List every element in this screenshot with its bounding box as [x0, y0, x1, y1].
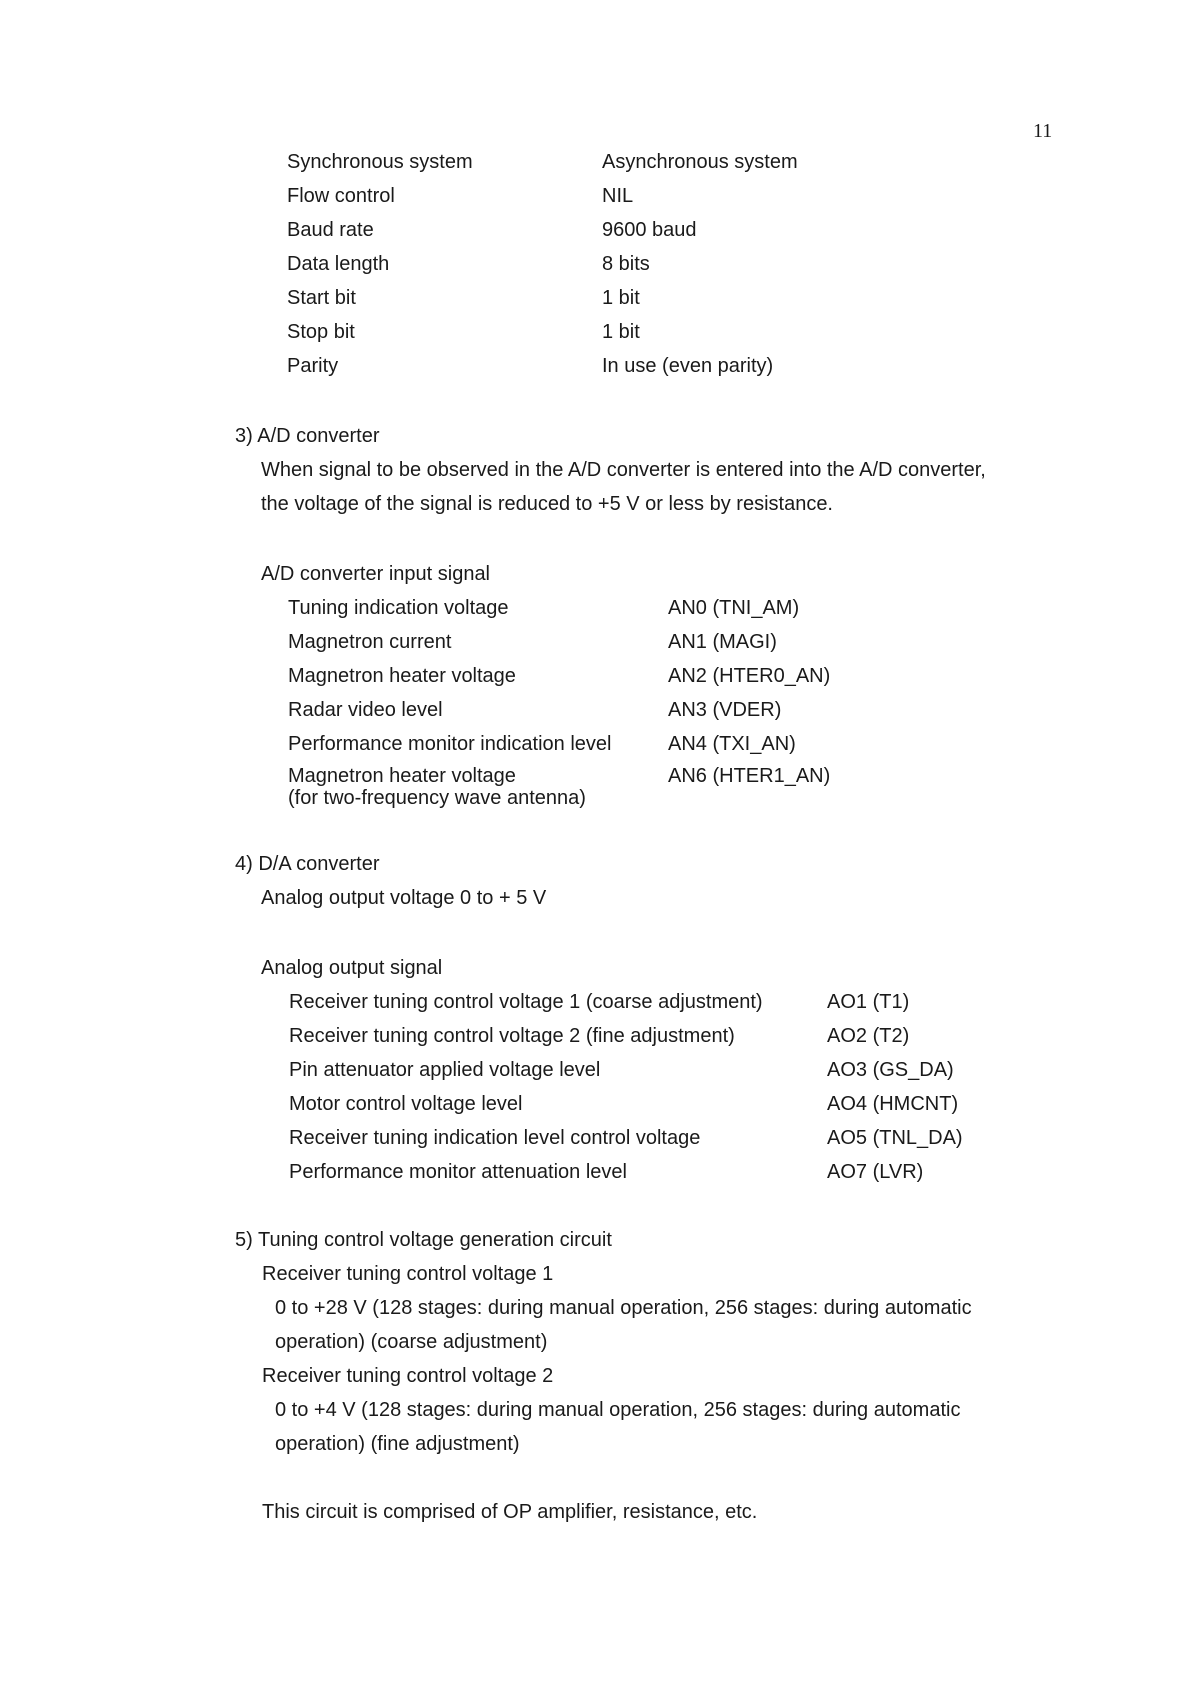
ad-row-value: AN4 (TXI_AN) — [668, 733, 796, 755]
tuning-v1-line2: operation) (coarse adjustment) — [275, 1331, 548, 1353]
ad-para-line1: When signal to be observed in the A/D converter is entered into the A/D converter, — [261, 459, 986, 481]
serial-value-start-bit: 1 bit — [602, 287, 640, 309]
serial-label-parity: Parity — [287, 355, 339, 377]
serial-value-flow: NIL — [602, 185, 634, 207]
serial-label-start-bit: Start bit — [287, 287, 356, 309]
da-row-label: Receiver tuning control voltage 2 (fine adjustment) — [289, 1025, 735, 1047]
da-heading: 4) D/A converter — [235, 853, 380, 875]
ad-row-label: Magnetron current — [288, 631, 452, 653]
da-row-label: Receiver tuning control voltage 1 (coarse adjustment) — [289, 991, 763, 1013]
da-para: Analog output voltage 0 to + 5 V — [261, 887, 547, 909]
ad-row-value: AN3 (VDER) — [668, 699, 782, 721]
serial-value-baud: 9600 baud — [602, 219, 697, 241]
tuning-closing: This circuit is comprised of OP amplifier, resistance, etc. — [262, 1501, 758, 1523]
ad-row-label-sub: (for two-frequency wave antenna) — [288, 787, 586, 809]
da-row-label: Motor control voltage level — [289, 1093, 523, 1115]
ad-heading: 3) A/D converter — [235, 425, 380, 447]
da-row-value: AO1 (T1) — [827, 991, 910, 1013]
ad-row-label: Magnetron heater voltage — [288, 665, 516, 687]
page-number: 11 — [1033, 120, 1053, 142]
da-row-label: Pin attenuator applied voltage level — [289, 1059, 601, 1081]
ad-para-line2: the voltage of the signal is reduced to +5 V or less by resistance. — [261, 493, 833, 515]
tuning-v1-line1: 0 to +28 V (128 stages: during manual operation, 256 stages: during automatic — [275, 1297, 972, 1319]
tuning-heading: 5) Tuning control voltage generation circuit — [235, 1229, 612, 1251]
serial-label-sync: Synchronous system — [287, 151, 473, 173]
ad-row-label: Magnetron heater voltage — [288, 765, 516, 787]
ad-input-title: A/D converter input signal — [261, 563, 491, 585]
da-row-value: AO5 (TNL_DA) — [827, 1127, 963, 1149]
ad-row-label: Performance monitor indication level — [288, 733, 612, 755]
serial-value-sync: Asynchronous system — [602, 151, 798, 173]
ad-row-label: Radar video level — [288, 699, 443, 721]
da-row-value: AO3 (GS_DA) — [827, 1059, 954, 1081]
serial-value-parity: In use (even parity) — [602, 355, 774, 377]
da-row-value: AO4 (HMCNT) — [827, 1093, 959, 1115]
ad-row-value: AN1 (MAGI) — [668, 631, 777, 653]
ad-row-label: Tuning indication voltage — [288, 597, 509, 619]
serial-value-stop-bit: 1 bit — [602, 321, 640, 343]
tuning-v1-title: Receiver tuning control voltage 1 — [262, 1263, 554, 1285]
da-row-label: Performance monitor attenuation level — [289, 1161, 627, 1183]
da-row-value: AO7 (LVR) — [827, 1161, 924, 1183]
serial-label-flow: Flow control — [287, 185, 395, 207]
serial-label-stop-bit: Stop bit — [287, 321, 355, 343]
serial-label-baud: Baud rate — [287, 219, 374, 241]
da-row-label: Receiver tuning indication level control voltage — [289, 1127, 701, 1149]
tuning-v2-line1: 0 to +4 V (128 stages: during manual operation, 256 stages: during automatic — [275, 1399, 961, 1421]
serial-label-data-length: Data length — [287, 253, 390, 275]
da-output-title: Analog output signal — [261, 957, 443, 979]
tuning-v2-line2: operation) (fine adjustment) — [275, 1433, 520, 1455]
serial-value-data-length: 8 bits — [602, 253, 650, 275]
tuning-v2-title: Receiver tuning control voltage 2 — [262, 1365, 554, 1387]
ad-row-value: AN2 (HTER0_AN) — [668, 665, 831, 687]
ad-row-value: AN0 (TNI_AM) — [668, 597, 800, 619]
ad-row-value: AN6 (HTER1_AN) — [668, 765, 831, 787]
da-row-value: AO2 (T2) — [827, 1025, 910, 1047]
